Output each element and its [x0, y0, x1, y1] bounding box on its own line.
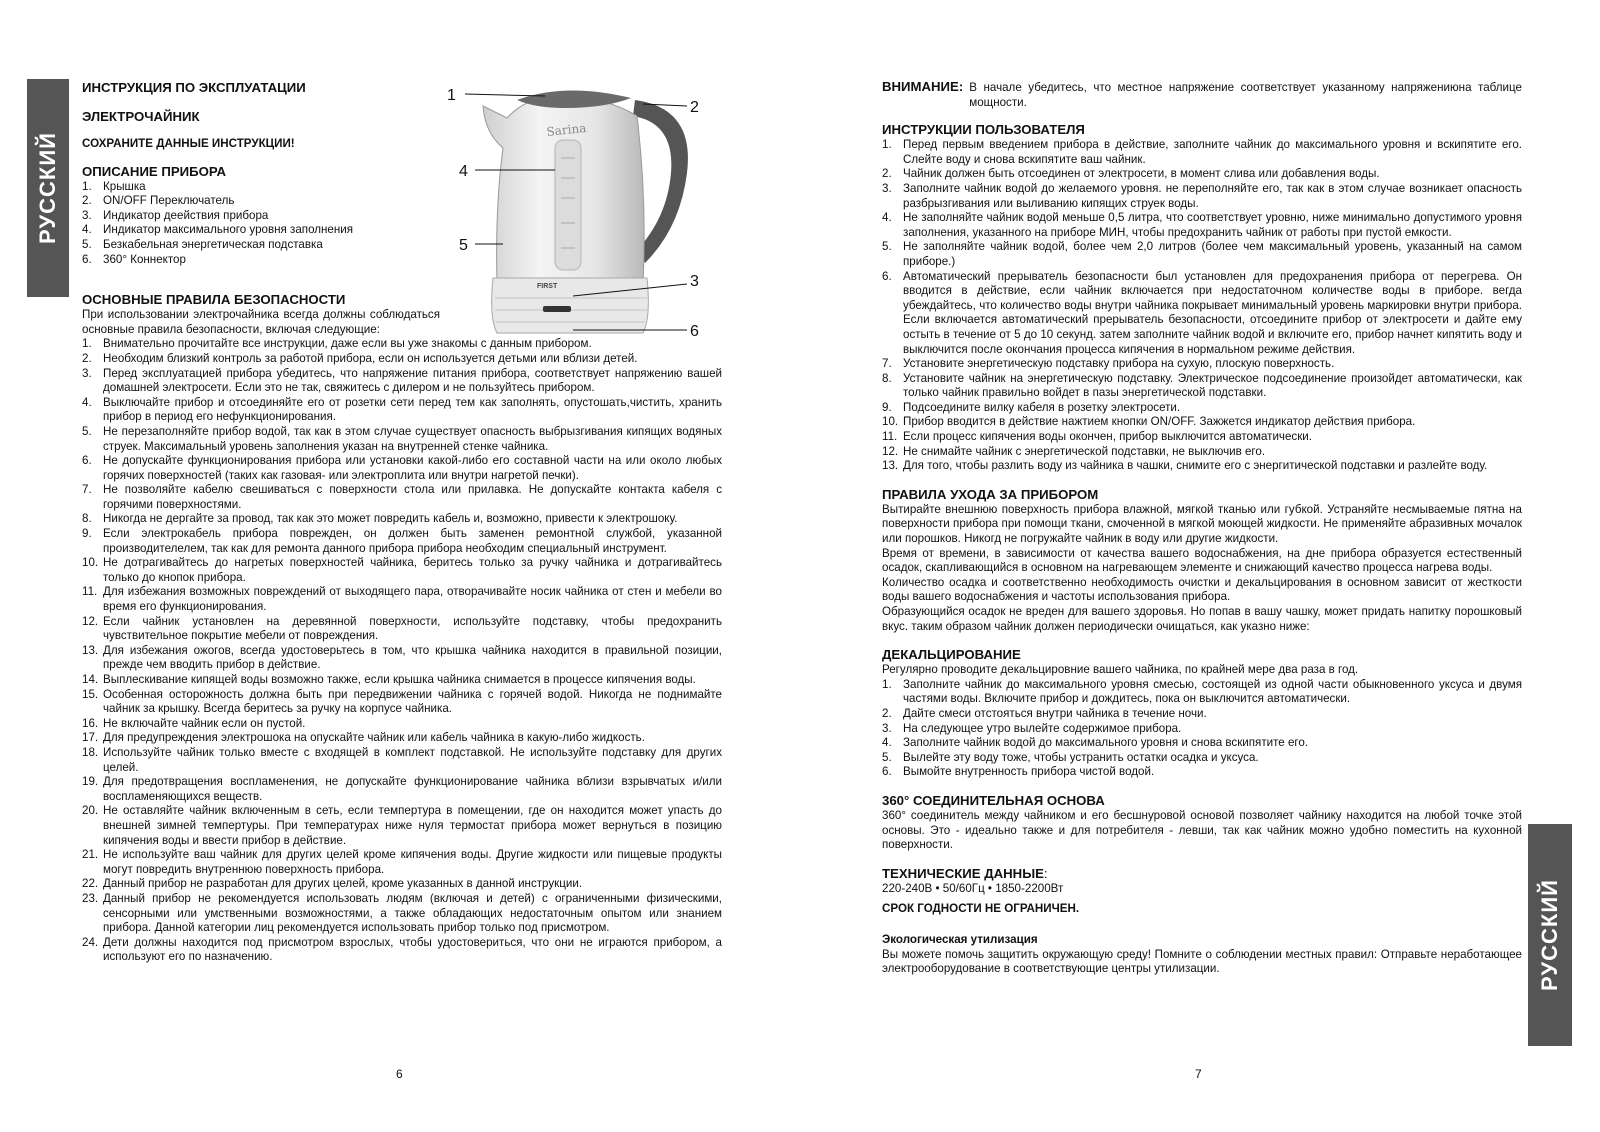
- list-item: [82, 644, 722, 673]
- care-heading: ПРАВИЛА УХОДА ЗА ПРИБОРОМ: [882, 486, 1099, 502]
- list-item-number: 2.: [882, 706, 892, 720]
- care-paragraph: Образующийся осадок не вреден для вашего здоровья. Но попав в вашу чашку, может придать напитку порошковый вкус. таким образом чайник должен периодически очищаться, как указно ниже:: [882, 605, 1522, 633]
- list-item-text: Заполните чайник водой до желаемого уровня. не переполняйте его, так как в этом случае возникает опасность разбрызгивания или выливанию кипящих струек воды.: [903, 181, 1522, 210]
- list-item-number: 12.: [82, 614, 99, 628]
- page-number-right: 7: [1195, 1067, 1202, 1081]
- warning-text: В начале убедитесь, что местное напряжение соответствует указанному напряжениюна таблице мощности.: [969, 81, 1522, 109]
- list-item-number: 1.: [882, 677, 892, 691]
- description-list: [82, 180, 722, 268]
- eco-text: Вы можете помочь защитить окружающую среду! Помните о соблюдении местных правил: Отправьте неработающее электрооборудование в соответствующие центры утилизации.: [882, 947, 1522, 976]
- list-item-number: 17.: [82, 731, 99, 745]
- list-item-text: Используйте чайник только вместе с входящей в комплект подставкой. Не используйте подставку для других целей.: [103, 745, 722, 774]
- list-item-number: 9.: [82, 527, 92, 541]
- list-item-text: Перед эксплуатацией прибора убедитесь, что напряжение питания прибора, соответствует напряжению вашей домашней электросети. Если это не так, свяжитесь с дилером и не пользуйтесь прибором.: [103, 366, 722, 395]
- list-item-number: 5.: [882, 240, 892, 254]
- list-item-text: Не заполняйте чайник водой, более чем 2,0 литров (более чем максимальный уровень, указанный на самом приборе.): [903, 240, 1522, 268]
- list-item: [82, 775, 722, 804]
- list-item-text: Данный прибор не разработан для других целей, кроме указанных в данной инструкции.: [103, 877, 583, 891]
- user-instructions-heading: ИНСТРУКЦИИ ПОЛЬЗОВАТЕЛЯ: [882, 122, 1085, 138]
- list-item-number: 6.: [82, 454, 92, 468]
- list-item-text: Крышка: [103, 179, 146, 193]
- list-item-number: 4.: [82, 395, 92, 409]
- list-item: [82, 892, 722, 936]
- connector-text: 360° соединитель между чайником и его бесшнуровой основой позволяет чайнику находится на любой точке этой основы. Это - идеально также и для потребителя - левши, так как чайник можно удобно поместить на кухонной поверхности.: [882, 808, 1522, 852]
- list-item: [82, 238, 722, 253]
- list-item-number: 2.: [82, 194, 92, 208]
- shelf-life: СРОК ГОДНОСТИ НЕ ОГРАНИЧЕН.: [882, 902, 1080, 916]
- list-item-text: Если электрокабель прибора поврежден, он должен быть заменен ремонтной службой, указанной производителелем, так как для ремонта данного прибора прибора необходим специальный инструмент.: [103, 527, 722, 555]
- list-item: [882, 736, 1522, 751]
- list-item-text: Если процесс кипячения воды окончен, прибор выключится автоматически.: [903, 430, 1312, 444]
- list-item: [82, 615, 722, 644]
- safety-intro: При использовании электрочайника всегда должны соблюдаться основные правила безопасности, включая следующие:: [82, 308, 440, 336]
- list-item-text: Вылейте эту воду тоже, чтобы устранить остатки осадка и уксуса.: [903, 750, 1259, 764]
- list-item: [882, 751, 1522, 766]
- list-item-number: 21.: [82, 848, 99, 862]
- care-text: [882, 503, 1522, 634]
- list-item: [82, 425, 722, 454]
- list-item: [882, 415, 1522, 430]
- list-item-number: 13.: [882, 459, 899, 473]
- list-item: [882, 372, 1522, 401]
- list-item: [82, 746, 722, 775]
- language-tab-right: [1528, 824, 1572, 1046]
- list-item-text: 360° Коннектор: [103, 252, 186, 266]
- user-instructions-list: [882, 138, 1522, 474]
- list-item-number: 11.: [882, 430, 898, 444]
- list-item-text: Заполните чайник до максимального уровня смесью, состоящей из одной части обыкновенного уксуса и двумя частями воды. Включите прибор и дождитесь, пока он выключится автоматически.: [903, 677, 1522, 706]
- list-item-number: 16.: [82, 716, 99, 730]
- list-item-text: Для предупреждения электрошока на опускайте чайник или кабель чайника в какую-либо жидкость.: [103, 731, 645, 745]
- descaling-intro: Регулярно проводите декальцировние вашего чайника, по крайней мере два раза в год.: [882, 663, 1359, 677]
- list-item: [82, 483, 722, 512]
- list-item-text: Не дотрагивайтесь до нагретых поверхностей чайника, беритесь только за ручку чайника и дотрагивайтесь только до кнопок прибора.: [103, 556, 722, 584]
- list-item: [82, 454, 722, 483]
- list-item-text: Индикатор деействия прибора: [103, 208, 269, 222]
- list-item: [882, 445, 1522, 460]
- list-item: [882, 182, 1522, 211]
- list-item-text: Для того, чтобы разлить воду из чайника в чашки, снимите его с энергитической подставки и разлейте воду.: [903, 459, 1488, 473]
- eco-heading: Экологическая утилизация: [882, 932, 1038, 946]
- descaling-heading: ДЕКАЛЬЦИРОВАНИЕ: [882, 647, 1021, 663]
- list-item: [82, 673, 722, 688]
- list-item: [82, 877, 722, 892]
- list-item-number: 12.: [882, 444, 899, 458]
- list-item-number: 11.: [82, 585, 98, 599]
- manual-title: ИНСТРУКЦИЯ ПО ЭКСПЛУАТАЦИИ: [82, 80, 306, 95]
- list-item: [882, 678, 1522, 707]
- list-item-number: 8.: [882, 371, 892, 385]
- list-item-number: 3.: [82, 366, 92, 380]
- safety-heading: ОСНОВНЫЕ ПРАВИЛА БЕЗОПАСНОСТИ: [82, 292, 346, 308]
- list-item-number: 15.: [82, 687, 99, 701]
- list-item-number: 3.: [882, 721, 892, 735]
- list-item: [82, 688, 722, 717]
- list-item-text: Подсоедините вилку кабеля в розетку электросети.: [903, 400, 1181, 414]
- callout-5: 5: [459, 237, 468, 254]
- list-item-number: 7.: [82, 483, 92, 497]
- list-item-text: Для предотвращения воспламенения, не допускайте функционирование чайника вблизи взрывчатых и/или воспламеняющихся веществ.: [103, 775, 722, 803]
- list-item: [882, 240, 1522, 269]
- tech-specs: 220-240В • 50/60Гц • 1850-2200Вт: [882, 881, 1064, 895]
- warning-label: ВНИМАНИЕ:: [882, 79, 964, 94]
- language-tab-label: РУССКИЙ: [35, 132, 60, 244]
- list-item: [82, 396, 722, 425]
- list-item-text: Необходим близкий контроль за работой прибора, если он используется детьми или вблизи детей.: [103, 351, 638, 365]
- product-name: ЭЛЕКТРОЧАЙНИК: [82, 109, 200, 124]
- list-item-text: На следующее утро вылейте содержимое прибора.: [903, 721, 1182, 735]
- list-item-number: 5.: [82, 424, 92, 438]
- list-item: [882, 167, 1522, 182]
- list-item: [82, 848, 722, 877]
- list-item-number: 8.: [82, 512, 92, 526]
- list-item: [82, 556, 722, 585]
- list-item: [882, 138, 1522, 167]
- language-tab-label: РУССКИЙ: [1537, 879, 1562, 991]
- list-item-number: 3.: [882, 181, 892, 195]
- list-item-number: 1.: [82, 179, 92, 193]
- list-item-number: 18.: [82, 745, 99, 759]
- list-item-text: Для избежания ожогов, всегда удостоверьтесь в том, что крышка чайника находится в правильной позиции, прежде чем вводить прибор в действие.: [103, 643, 722, 672]
- list-item-text: Перед первым введением прибора в действие, заполните чайник до максимального уровня и вскипятите его. Слейте воду и снова вскипятите ваш чайник.: [903, 138, 1522, 166]
- list-item-number: 14.: [82, 673, 99, 686]
- list-item: [82, 337, 722, 352]
- list-item: [82, 194, 722, 209]
- list-item-number: 24.: [82, 935, 99, 949]
- list-item-text: Не оставляйте чайник включенным в сеть, если темпертура в помещении, где он находится может упасть до внешней зимней темпертуры. При температурах ниже нуля термостат прибора может вернуться в позицию кипячения воды и ввести прибор в действие.: [103, 804, 722, 847]
- care-paragraph: Вытирайте внешнюю поверхность прибора влажной, мягкой тканью или губкой. Устраняйте несмываемые пятна на поверхности прибора при помощи ткани, смоченной в мягкой моющей жидкости. Не применяйте абразивных мочалок или порошков. Никогд не погружайте чайник в воду или другие жидкости.: [882, 502, 1522, 546]
- list-item: [82, 512, 722, 527]
- warning-block: [882, 80, 1522, 110]
- list-item: [882, 430, 1522, 445]
- list-item-text: Выключайте прибор и отсоединяйте его от розетки сети перед тем как заполнять, опустошать,чистить, хранить прибор в период его нефункционирования.: [103, 395, 722, 424]
- callout-3: 3: [690, 273, 699, 290]
- list-item-text: Безкабельная энергетическая подставка: [103, 237, 323, 251]
- list-item-text: Никогда не дергайте за провод, так как это может повредить кабель и, возможно, привести к электрошоку.: [103, 512, 678, 526]
- list-item-text: Автоматический прерыватель безопасности был установлен для предохранения прибора от перегрева. Он вводится в действие, если чайник включается при недостаточном количестве воды в приборе. вегда убеждайтесь, что количество воды внутри чайника покрывает минимальный уровень маркировки внутри прибора. Если включается автоматический прерыватель безопасности, отсоедините прибор от электросети и дайте ему остыть в течение от 5 до 10 секунд. затем заполните чайник водой и включите его, прибор начнет кипятить воду и выключится после окончания процесса кипячения в нормальном режиме действия.: [903, 269, 1522, 356]
- callout-2: 2: [690, 99, 699, 116]
- callout-1: 1: [447, 87, 456, 104]
- save-note: СОХРАНИТЕ ДАННЫЕ ИНСТРУКЦИИ!: [82, 137, 295, 150]
- list-item-text: Чайник должен быть отсоединен от электросети, в момент слива или добавления воды.: [903, 167, 1380, 181]
- list-item: [82, 180, 722, 195]
- list-item-text: Не позволяйте кабелю свешиваться с поверхности стола или прилавка. Не допускайте контакта кабеля с горячими поверхностями.: [103, 483, 722, 511]
- list-item-number: 23.: [82, 891, 99, 905]
- list-item: [882, 401, 1522, 416]
- list-item-number: 1.: [882, 138, 892, 152]
- list-item-number: 19.: [82, 775, 99, 789]
- list-item: [82, 936, 722, 965]
- tech-heading-label: ТЕХНИЧЕСКИЕ ДАННЫЕ: [882, 865, 1044, 881]
- list-item-number: 10.: [882, 415, 899, 429]
- list-item: [82, 253, 722, 268]
- list-item-text: Дайте смеси отстояться внутри чайника в течение ночи.: [903, 706, 1207, 720]
- list-item: [882, 357, 1522, 372]
- care-paragraph: Время от времени, в зависимости от качества вашего водоснабжения, на дне прибора образуется естественный осадок, скапливающийся в основном на нагревающем элементе и снижающий качество процесса нагрева воды.: [882, 546, 1522, 575]
- list-item-number: 4.: [882, 736, 892, 750]
- kettle-brand: Sarina: [545, 120, 587, 139]
- list-item: [82, 585, 722, 614]
- list-item-number: 4.: [882, 211, 892, 225]
- list-item-text: Особенная осторожность должна быть при передвижении чайника с горячей водой. Никогда не поднимайте чайник за крышку. Всегда беритесь за ручку на корпусе чайника.: [103, 687, 722, 716]
- list-item: [882, 765, 1522, 780]
- list-item-text: Прибор вводится в действие нажтием кнопки ON/OFF. Зажжется индикатор действия прибора.: [903, 415, 1416, 429]
- list-item: [82, 209, 722, 224]
- list-item: [882, 211, 1522, 240]
- list-item: [82, 717, 722, 732]
- list-item-text: Не используйте ваш чайник для других целей кроме кипячения воды. Другие жидкости или пищевые продукты могут повредить внутреннюю поверхность прибора.: [103, 848, 722, 876]
- descaling-list: [882, 678, 1522, 780]
- list-item-number: 5.: [82, 237, 92, 251]
- list-item-number: 2.: [882, 167, 892, 181]
- list-item-number: 9.: [882, 400, 892, 414]
- list-item-text: Выплескивание кипящей воды возможно также, если крышка чайника снимается в процессе кипячения воды.: [103, 673, 696, 686]
- tech-heading-colon: :: [1043, 865, 1048, 881]
- list-item: [82, 352, 722, 367]
- list-item-text: Не включайте чайник если он пустой.: [103, 716, 306, 730]
- list-item: [882, 459, 1522, 474]
- list-item-text: Дети должны находится под присмотром взрослых, чтобы удостовериться, что они не играются прибором, а используют его по назначению.: [103, 935, 722, 964]
- list-item-number: 6.: [882, 269, 892, 283]
- list-item-number: 5.: [882, 750, 892, 764]
- list-item: [882, 722, 1522, 737]
- list-item-text: Для избежания возможных повреждений от выходящего пара, отворачивайте носик чайника от стен и мебели во время его функционирования.: [103, 585, 722, 614]
- list-item-text: Индикатор максимального уровня заполнения: [103, 223, 354, 237]
- language-tab-left: [27, 79, 69, 297]
- safety-list: [82, 337, 722, 965]
- list-item-text: Установите энергетическую подставку прибора на сухую, плоскую поверхность.: [903, 357, 1335, 371]
- description-heading: ОПИСАНИЕ ПРИБОРА: [82, 163, 227, 179]
- list-item-text: Если чайник установлен на деревянной поверхности, используйте подставку, чтобы предохранить чувствительное покрытие мебели от повреждения.: [103, 614, 722, 643]
- list-item-text: Не перезаполняйте прибор водой, так как в этом случае существует опасность выбрызгивания кипящих водяных струек. Максимальный уровень заполнения указан на внутренней стенке чайника.: [103, 424, 722, 453]
- list-item-number: 6.: [882, 765, 892, 779]
- list-item-number: 4.: [82, 223, 92, 237]
- list-item: [82, 731, 722, 746]
- right-page: [882, 80, 1522, 977]
- callout-6: 6: [690, 323, 699, 340]
- kettle-logo: FIRST: [537, 283, 558, 290]
- left-page: [82, 79, 722, 965]
- list-item-number: 7.: [882, 357, 892, 371]
- list-item-number: 10.: [82, 556, 99, 570]
- list-item-text: Не допускайте функционирования прибора или установки какой-либо его составной части на или около любых горячих поверхностей (таких как газовая- или электроплита или внутри нагретой печки).: [103, 454, 722, 482]
- list-item-text: Установите чайник на энергетическую подставку. Электрическое подсоединение произойдет автоматически, как только чайник правильно войдет в пазы энергетической подставки.: [903, 371, 1522, 400]
- list-item-number: 22.: [82, 877, 99, 891]
- list-item-text: Внимательно прочитайте все инструкции, даже если вы уже знакомы с данным прибором.: [103, 337, 592, 351]
- list-item: [82, 527, 722, 556]
- list-item: [82, 223, 722, 238]
- list-item-text: Заполните чайник водой до максимального уровня и снова вскипятите его.: [903, 736, 1309, 750]
- list-item-text: Не снимайте чайник с энергетической подставки, не выключив его.: [903, 444, 1266, 458]
- list-item-number: 2.: [82, 351, 92, 365]
- list-item-text: Не заполняйте чайник водой меньше 0,5 литра, что соответствует уровню, ниже минимально допустимого уровня заполнения, указанного на приборе МИН, чтобы предохранить чайник от работы при пустой емкости.: [903, 211, 1522, 239]
- list-item-number: 1.: [82, 337, 92, 351]
- list-item: [82, 804, 722, 848]
- page-number-left: 6: [396, 1067, 403, 1081]
- list-item: [882, 270, 1522, 358]
- list-item-text: ON/OFF Переключатель: [103, 194, 235, 208]
- list-item: [882, 707, 1522, 722]
- list-item-number: 6.: [82, 252, 92, 266]
- care-paragraph: Количество осадка и соответственно необходимость очистки и декальцирования в основном зависит от жесткости воды вашего водоснабжения и частоты использования прибора.: [882, 575, 1522, 604]
- list-item-number: 13.: [82, 643, 99, 657]
- list-item-text: Вымойте внутренность прибора чистой водой.: [903, 765, 1155, 779]
- list-item-text: Данный прибор не рекомендуется использовать людям (включая и детей) с ограниченными физическими, сенсорными или умственными возможностями, а также обладающих недостаточным опытом или знанием прибора. Данной категории лиц рекомендуется использовать прибор только под присмотром.: [103, 891, 722, 935]
- list-item-number: 20.: [82, 804, 99, 818]
- callout-4: 4: [459, 163, 468, 180]
- connector-heading: 360° СОЕДИНИТЕЛЬНАЯ ОСНОВА: [882, 792, 1105, 808]
- tech-heading: [882, 866, 1522, 882]
- list-item-number: 3.: [82, 208, 92, 222]
- list-item: [82, 367, 722, 396]
